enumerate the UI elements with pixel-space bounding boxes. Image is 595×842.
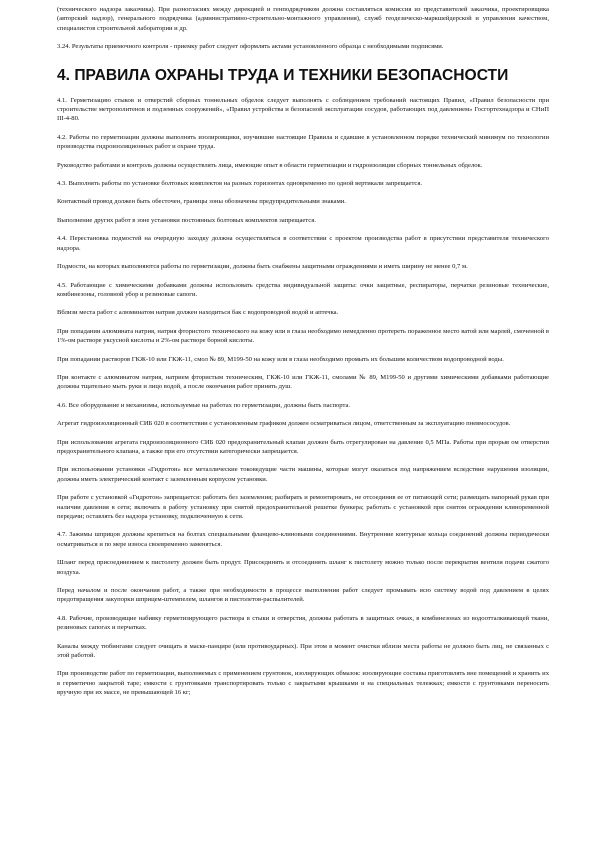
section-body xyxy=(57,96,549,698)
paragraph: Агрегат гидроизоляционный СИБ 020 в соответствии с установленным графиком должен осматриваться лицом, ответственным за эксплуатацию пневмососудов. xyxy=(57,420,511,428)
paragraph-4-5: 4.5. Работающие с химическими добавками должны использовать средства индивидуальной защиты: очки защитные, респираторы, перчатки резиновые технические, комбинезоны, головной убор и резиновые сапоги. xyxy=(57,281,549,298)
paragraph: При использовании агрегата гидроизоляционного СИБ 020 предохранительный клапан должен быть отрегулирован на давление 0,5 МПа. Работы при прорыв ом отверстии предохранительного клапана, а также при его отсутствии категорически запрещается. xyxy=(57,438,549,455)
paragraph: Контактный провод должен быть обесточен, границы зоны обозначены предупредительными знаками. xyxy=(57,198,346,206)
paragraph-4-3: 4.3. Выполнять работы по установке болтовых комплектов на разных горизонтах одновременно по одной вертикали запрещается. xyxy=(57,180,423,188)
paragraph-4-4: 4.4. Перестановка подмостей на очередную заходку должна осуществляться в соответствии с проектом производства работ в присутствии представителя технического надзора. xyxy=(57,235,549,252)
paragraph: При контакте с алюминатом натрия, натрием фтористым техническим, ГКЖ-10 или ГКЖ-11, смолами № 89, М199-50 и другими химическими добавками работающие должны тщательно мыть руки и лицо водой, а после окончания работ принять душ. xyxy=(57,373,549,391)
paragraph: При попадании алюмината натрия, натрия фтористого технического на кожу или в глаза необходимо немедленно протереть пораженное место ватой или марлей, смоченной в 1%-ом растворе уксусной кислоты и 2%-ом растворе борной кислоты. xyxy=(57,327,549,345)
paragraph: Подмости, на которых выполняются работы по герметизации, должны быть снабжены защитными ограждениями и иметь ширину не менее 0,7 м. xyxy=(57,263,468,271)
paragraph-4-2: 4.2. Работы по герметизации должны выполнять изолировщики, изучившие настоящие Правила и сдавшие в установленном порядке технический минимум по технологии производства гидроизоляционных работ и охране труда. xyxy=(57,133,549,151)
paragraph: Руководство работами и контроль должны осуществлять лица, имеющие опыт в области герметизации и гидроизоляции сборных тоннельных обделок. xyxy=(57,161,483,169)
paragraph-4-7: 4.7. Зажимы шприцов должны крепиться на болтах специальными фланцево-клиновыми соединениями. Внутренние контурные кольца соединений должны периодически осматриваться и по мере износа своевременно заменяться. xyxy=(57,531,549,548)
paragraph-4-1: 4.1. Герметизацию стыков и отверстий сборных тоннельных обделок следует выполнять с соблюдением требований настоящих Правил, «Правил безопасности при строительстве метрополитенов и подземных сооружений», «Правил устройства и безопасной эксплуатации сосудов, работающих под давлением» Госгортехнадзора и СНиП III-4-80. xyxy=(57,96,549,123)
section-heading: 4. ПРАВИЛА ОХРАНЫ ТРУДА И ТЕХНИКИ БЕЗОПАСНОСТИ xyxy=(57,66,509,84)
paragraph: При производстве работ по герметизации, выполняемых с применением грунтовок, изолирующих обмазок: изолирующие составы приготовлять вне помещений и хранить их в герметично закрытой таре; емкости с грунтовками транспортировать только с закрытыми крышками и на специальных тележках; емкости с грунтовками переносить вручную при их массе, не превышающей 16 кг; xyxy=(57,670,549,697)
paragraph-4-6: 4.6. Все оборудование и механизмы, используемые на работах по герметизации, должны быть паспорта. xyxy=(57,401,351,409)
paragraph: При попадании растворов ГКЖ-10 или ГКЖ-11, смол № 89, М199-50 на кожу или в глаза необходимо промыть их большим количеством водопроводной воды. xyxy=(57,355,504,363)
intro-paragraph-3-24: 3.24. Результаты приемочного контроля - приемку работ следует оформлять актами установленного образца с необходимыми подписями. xyxy=(57,43,444,51)
paragraph: Каналы между тюбингами следует очищать в маске-панцире (или противоударных). При этом в момент очистки вблизи места работы не должно быть лиц, не связанных с этой работой. xyxy=(57,642,549,660)
paragraph: Вблизи места работ с алюминатом натрия должен находиться бак с водопроводной водой и аптечка. xyxy=(57,309,339,317)
paragraph: При работе с установкой «Гидротон» запрещается: работать без заземления; разбирать и ремонтировать, не отсоединив ее от питающей сети; размещать напорный рукав при наличии давления в сети; включать в работу установку при снятой предохранительной решетке бункера; работать с установкой при снятом ограждении клиноременной передачи; оставлять без надзора установку, подключенную к сети. xyxy=(57,494,549,520)
intro-paragraph: (технического надзора заказчика). При разногласиях между дирекцией и генподрядчиком должна составляться комиссия из представителей заказчика, проектировщика (авторский надзор), генерального подрядчика (административно-строительно-монтажного управления), служб геодезическо-маркшейдерской и управления качеством, специалистов строительной лаборатории и др. xyxy=(57,6,549,32)
paragraph-4-8: 4.8. Рабочие, производящие набивку герметизирующего раствора в стыки и отверстия, должны работать в защитных очках, в комбинезонах из водоотталкивающей ткани, резиновых сапогах и перчатках. xyxy=(57,614,549,632)
paragraph: Шланг перед присоединением к пистолету должен быть продут. Присоединять и отсоединять шланг к пистолету можно только после перекрытия вентиля подачи сжатого воздуха. xyxy=(57,559,549,576)
paragraph: При использовании установки «Гидротон» все металлические токоведущие части машины, которые могут оказаться под напряжением вследствие нарушения изоляции, должны иметь электрический контакт с заземленным корпусом установки. xyxy=(57,466,549,483)
paragraph: Перед началом и после окончания работ, а также при необходимости в процессе выполнения работ следует промывать всю систему водой под давлением в целях предотвращения закупорки шприцем-штемпелем, шлангов и пистолетов-распылителей. xyxy=(57,587,549,604)
paragraph: Выполнение других работ в зоне установки постоянных болтовых комплектов запрещается. xyxy=(57,216,316,224)
